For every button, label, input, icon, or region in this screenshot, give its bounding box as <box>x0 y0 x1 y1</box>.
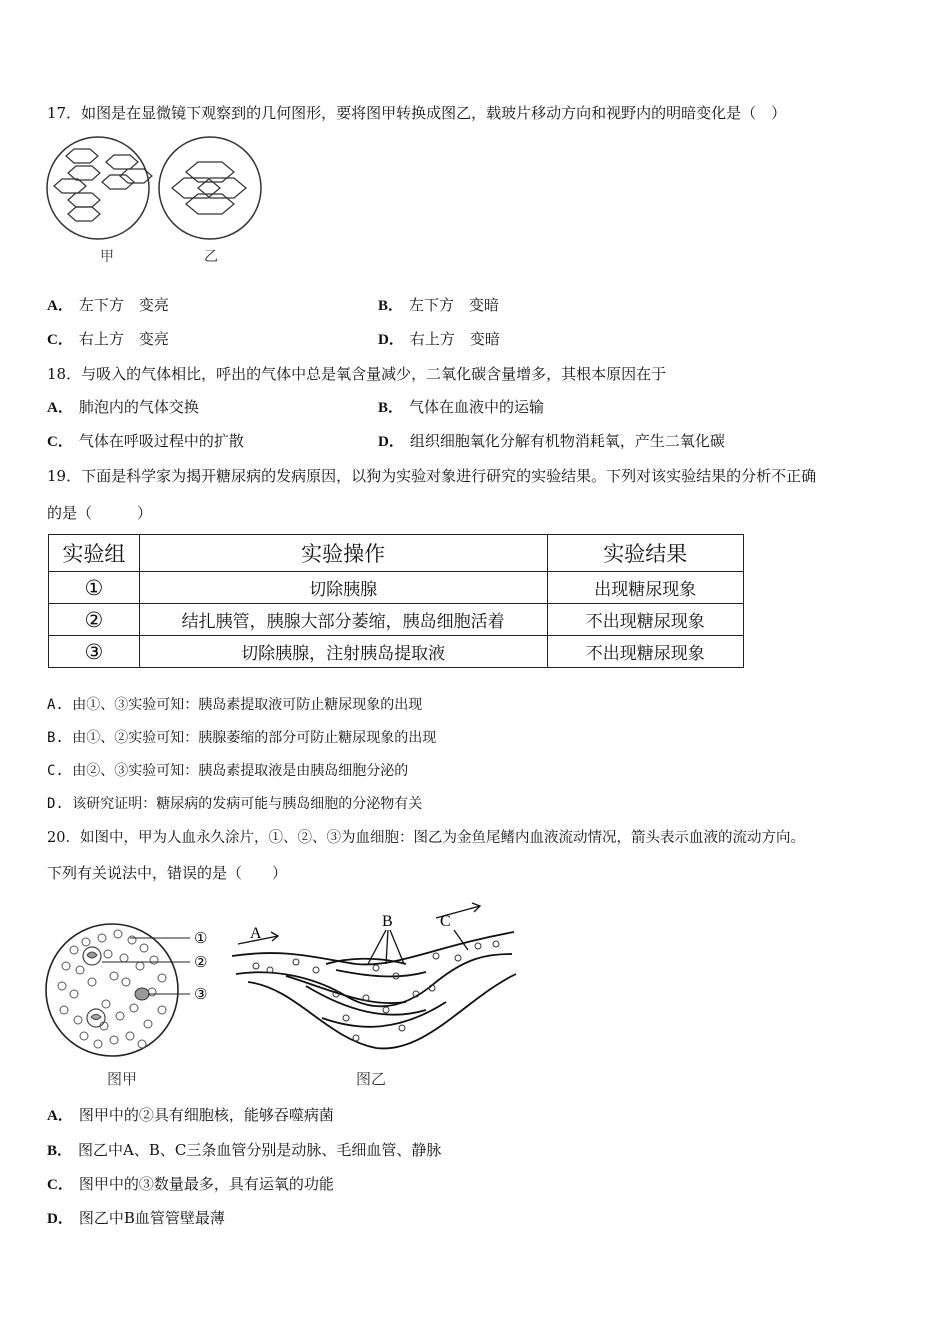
label-mark-1: ① <box>194 929 208 947</box>
table-row <box>49 572 744 604</box>
table-cell: 切除胰腺 <box>139 572 547 604</box>
table-cell: ③ <box>49 636 140 668</box>
q17-option-a[interactable] <box>47 294 169 315</box>
option-text: 图乙中B血管管壁最薄 <box>78 1209 225 1227</box>
option-letter: C． <box>47 434 73 450</box>
q20-option-a[interactable] <box>47 1104 334 1125</box>
option-text: 气体在呼吸过程中的扩散 <box>78 432 244 450</box>
q18-option-d[interactable] <box>378 430 725 451</box>
q17-stem: 17．如图是在显微镜下观察到的几何图形，要将图甲转换成图乙，载玻片移动方向和视野内的明暗变化是（ ） <box>47 104 787 122</box>
fig-label-b: 乙 <box>204 249 218 265</box>
experiment-table <box>48 534 744 668</box>
table-cell: 不出现糖尿现象 <box>547 604 743 636</box>
table-header: 实验操作 <box>139 535 547 572</box>
label-a: A <box>250 925 262 942</box>
option-letter: B． <box>378 298 404 314</box>
q20-option-c[interactable] <box>47 1173 334 1194</box>
table-cell: 切除胰腺，注射胰岛提取液 <box>139 636 547 668</box>
q19-option-c[interactable]: C. 由②、③实验可知：胰岛素提取液是由胰岛细胞分泌的 <box>47 763 409 779</box>
q17-option-b[interactable] <box>378 294 499 315</box>
blood-flow-figure <box>226 898 518 1060</box>
q18-option-c[interactable] <box>47 430 244 451</box>
table-header: 实验结果 <box>547 535 743 572</box>
microscope-figure <box>46 134 266 242</box>
label-b: B <box>382 913 393 930</box>
option-letter: C． <box>47 1177 73 1193</box>
table-cell: 结扎胰管，胰腺大部分萎缩，胰岛细胞活着 <box>139 604 547 636</box>
option-letter: D． <box>47 1211 73 1227</box>
q18-option-a[interactable] <box>47 396 199 417</box>
fig-label-a: 甲 <box>100 249 114 265</box>
q18-option-b[interactable] <box>378 396 544 417</box>
table-row <box>49 604 744 636</box>
q18-stem: 18．与吸入的气体相比，呼出的气体中总是氧含量减少，二氧化碳含量增多，其根本原因在于 <box>47 365 667 383</box>
q19-stem-line2: 的是（ ） <box>47 504 153 522</box>
field-of-view-a <box>47 137 152 239</box>
q17-option-c[interactable] <box>47 328 169 349</box>
blood-smear-figure <box>44 920 224 1065</box>
fig-a-label: 图甲 <box>107 1070 138 1088</box>
label-c: C <box>440 913 451 930</box>
table-header: 实验组 <box>49 535 140 572</box>
option-text: 右上方 变暗 <box>409 330 500 348</box>
table-cell: ① <box>49 572 140 604</box>
option-text: 左下方 变亮 <box>78 296 169 314</box>
field-of-view-b <box>159 137 261 239</box>
table-cell: 不出现糖尿现象 <box>547 636 743 668</box>
option-text: 肺泡内的气体交换 <box>78 398 199 416</box>
option-text: 组织细胞氧化分解有机物消耗氧，产生二氧化碳 <box>409 432 725 450</box>
option-letter: B． <box>378 400 404 416</box>
option-text: 图甲中的③数量最多，具有运氧的功能 <box>78 1175 334 1193</box>
table-cell: ② <box>49 604 140 636</box>
q20-stem-line1: 20．如图中，甲为人血永久涂片，①、②、③为血细胞：图乙为金鱼尾鳍内血液流动情况，箭头表示血液的流动方向。 <box>47 830 805 846</box>
option-text: 图甲中的②具有细胞核，能够吞噬病菌 <box>78 1106 334 1124</box>
option-letter: B． <box>47 1143 73 1159</box>
fig-b-label: 图乙 <box>356 1070 387 1088</box>
option-letter: A． <box>47 1108 73 1124</box>
table-row <box>49 636 744 668</box>
option-text: 图乙中A、B、C三条血管分别是动脉、毛细血管、静脉 <box>78 1141 442 1159</box>
q20-option-b[interactable] <box>47 1139 441 1160</box>
option-text: 气体在血液中的运输 <box>409 398 545 416</box>
option-text: 右上方 变亮 <box>78 330 169 348</box>
option-text: 左下方 变暗 <box>409 296 500 314</box>
q19-option-a[interactable]: A. 由①、③实验可知：胰岛素提取液可防止糖尿现象的出现 <box>47 697 423 713</box>
option-letter: A． <box>47 400 73 416</box>
q20-option-d[interactable] <box>47 1207 225 1228</box>
q20-stem-line2: 下列有关说法中，错误的是（ ） <box>47 864 288 882</box>
label-mark-3: ③ <box>194 985 208 1003</box>
table-header-row <box>49 535 744 572</box>
q19-stem-line1: 19．下面是科学家为揭开糖尿病的发病原因，以狗为实验对象进行研究的实验结果。下列对该实验结果的分析不正确 <box>47 467 817 485</box>
table-cell: 出现糖尿现象 <box>547 572 743 604</box>
option-letter: A． <box>47 298 73 314</box>
option-letter: D． <box>378 434 404 450</box>
q19-option-d[interactable]: D. 该研究证明：糖尿病的发病可能与胰岛细胞的分泌物有关 <box>47 796 423 812</box>
label-mark-2: ② <box>194 953 208 971</box>
q19-option-b[interactable]: B. 由①、②实验可知：胰腺萎缩的部分可防止糖尿现象的出现 <box>47 730 437 746</box>
red-blood-cells <box>58 930 166 1048</box>
option-letter: C． <box>47 332 73 348</box>
option-letter: D． <box>378 332 404 348</box>
q17-option-d[interactable] <box>378 328 500 349</box>
